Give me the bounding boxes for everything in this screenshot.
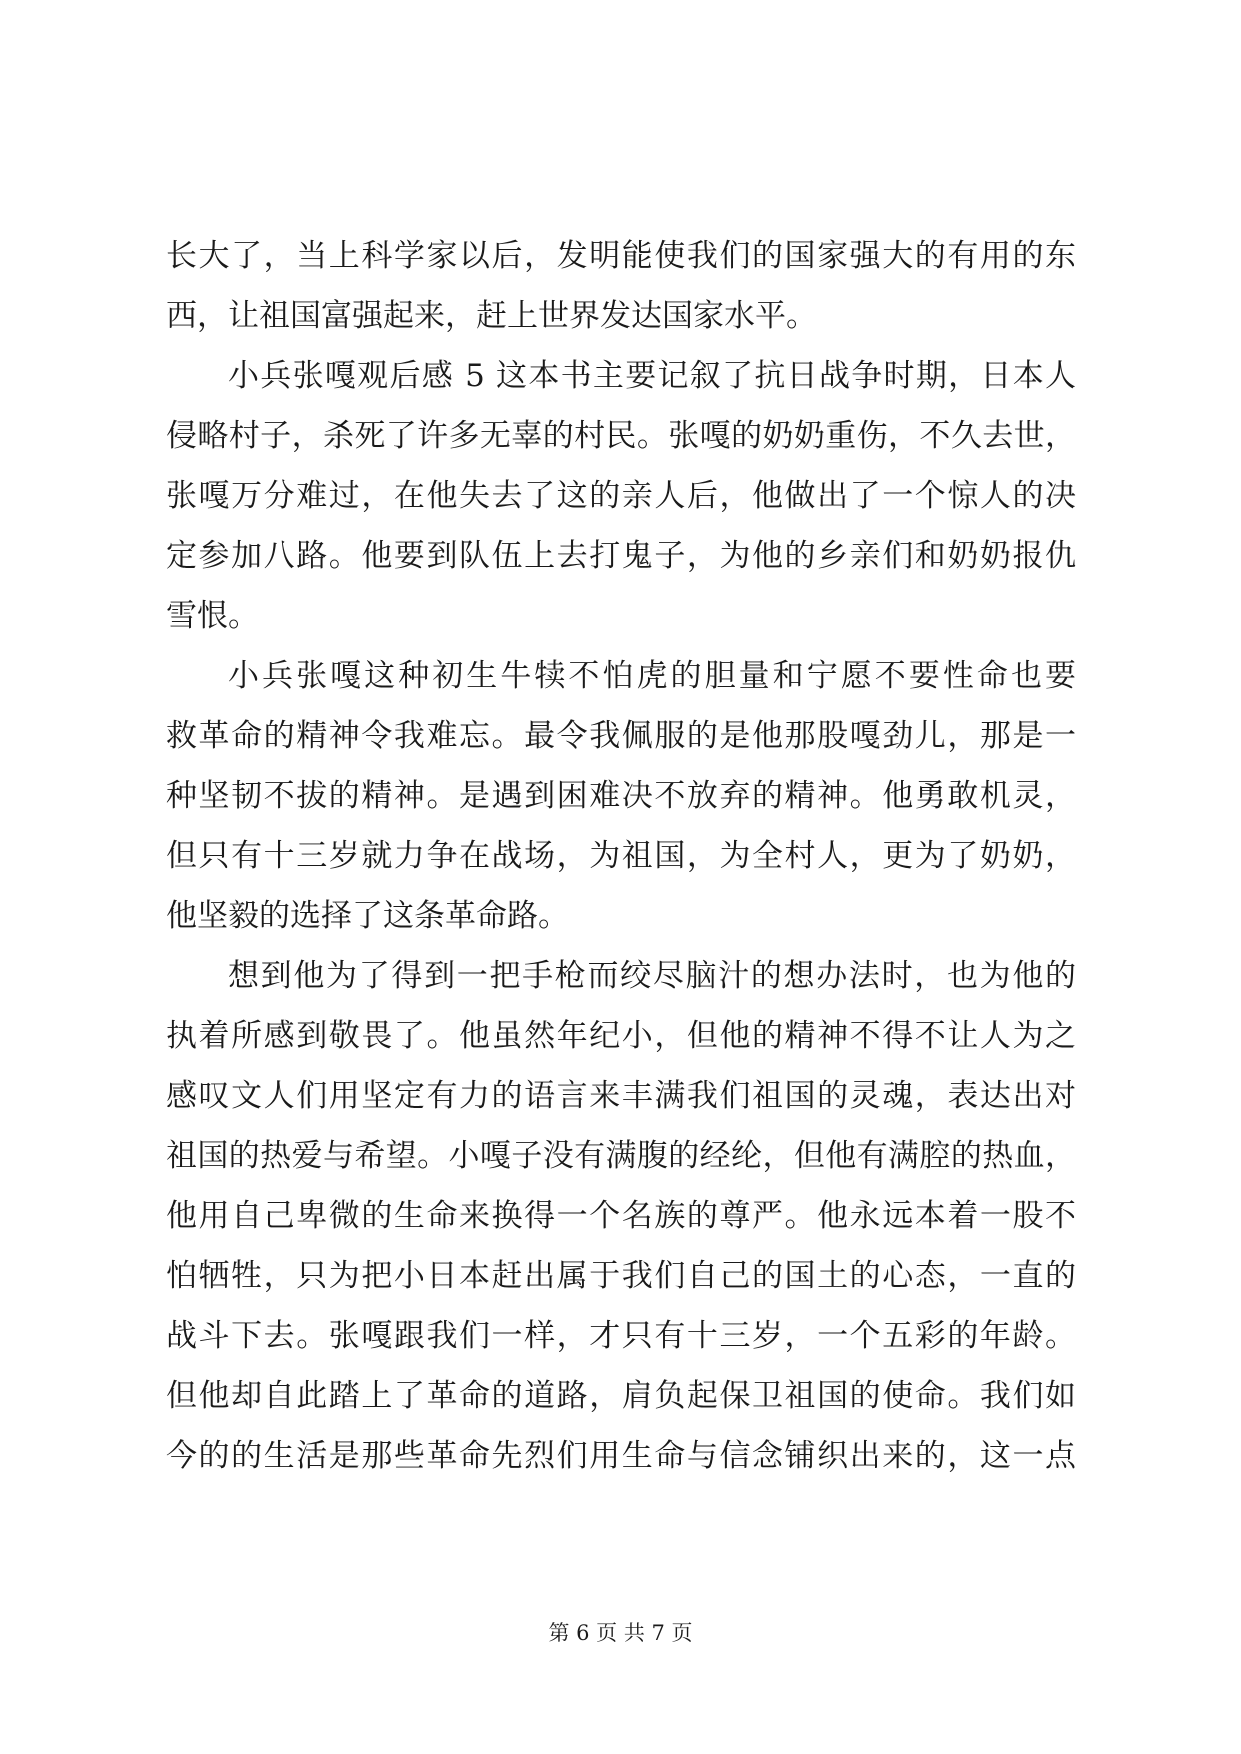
text-line: 种坚韧不拔的精神。是遇到困难决不放弃的精神。他勇敢机灵， xyxy=(166,778,1076,814)
text-line: 定参加八路。他要到队伍上去打鬼子，为他的乡亲们和奶奶报仇 xyxy=(166,538,1076,574)
text-line: 但只有十三岁就力争在战场，为祖国，为全村人，更为了奶奶， xyxy=(166,838,1076,874)
text-line: 长大了，当上科学家以后，发明能使我们的国家强大的有用的东 xyxy=(166,238,1076,274)
page-number-footer: 第 6 页 共 7 页 xyxy=(548,1621,693,1645)
text-line: 祖国的热爱与希望。小嘎子没有满腹的经纶，但他有满腔的热血， xyxy=(166,1138,1076,1174)
text-line: 今的的生活是那些革命先烈们用生命与信念铺织出来的，这一点 xyxy=(166,1438,1076,1474)
text-line: 雪恨。 xyxy=(166,598,259,634)
text-line: 战斗下去。张嘎跟我们一样，才只有十三岁，一个五彩的年龄。 xyxy=(166,1318,1076,1354)
document-body xyxy=(166,226,1076,1486)
text-line: 想到他为了得到一把手枪而绞尽脑汁的想办法时，也为他的 xyxy=(228,958,1076,994)
text-line: 侵略村子，杀死了许多无辜的村民。张嘎的奶奶重伤，不久去世， xyxy=(166,418,1076,454)
text-line: 他用自己卑微的生命来换得一个名族的尊严。他永远本着一股不 xyxy=(166,1198,1076,1234)
text-line: 执着所感到敬畏了。他虽然年纪小，但他的精神不得不让人为之 xyxy=(166,1018,1076,1054)
text-line: 小兵张嘎观后感 5 这本书主要记叙了抗日战争时期，日本人 xyxy=(228,358,1076,394)
text-line: 感叹文人们用坚定有力的语言来丰满我们祖国的灵魂，表达出对 xyxy=(166,1078,1076,1114)
text-line: 西，让祖国富强起来，赶上世界发达国家水平。 xyxy=(166,298,817,334)
text-line: 张嘎万分难过，在他失去了这的亲人后，他做出了一个惊人的决 xyxy=(166,478,1076,514)
text-line: 小兵张嘎这种初生牛犊不怕虎的胆量和宁愿不要性命也要 xyxy=(228,658,1076,694)
text-line: 救革命的精神令我难忘。最令我佩服的是他那股嘎劲儿，那是一 xyxy=(166,718,1076,754)
text-line: 怕牺牲，只为把小日本赶出属于我们自己的国土的心态，一直的 xyxy=(166,1258,1076,1294)
text-line: 他坚毅的选择了这条革命路。 xyxy=(166,898,569,934)
text-line: 但他却自此踏上了革命的道路，肩负起保卫祖国的使命。我们如 xyxy=(166,1378,1076,1414)
